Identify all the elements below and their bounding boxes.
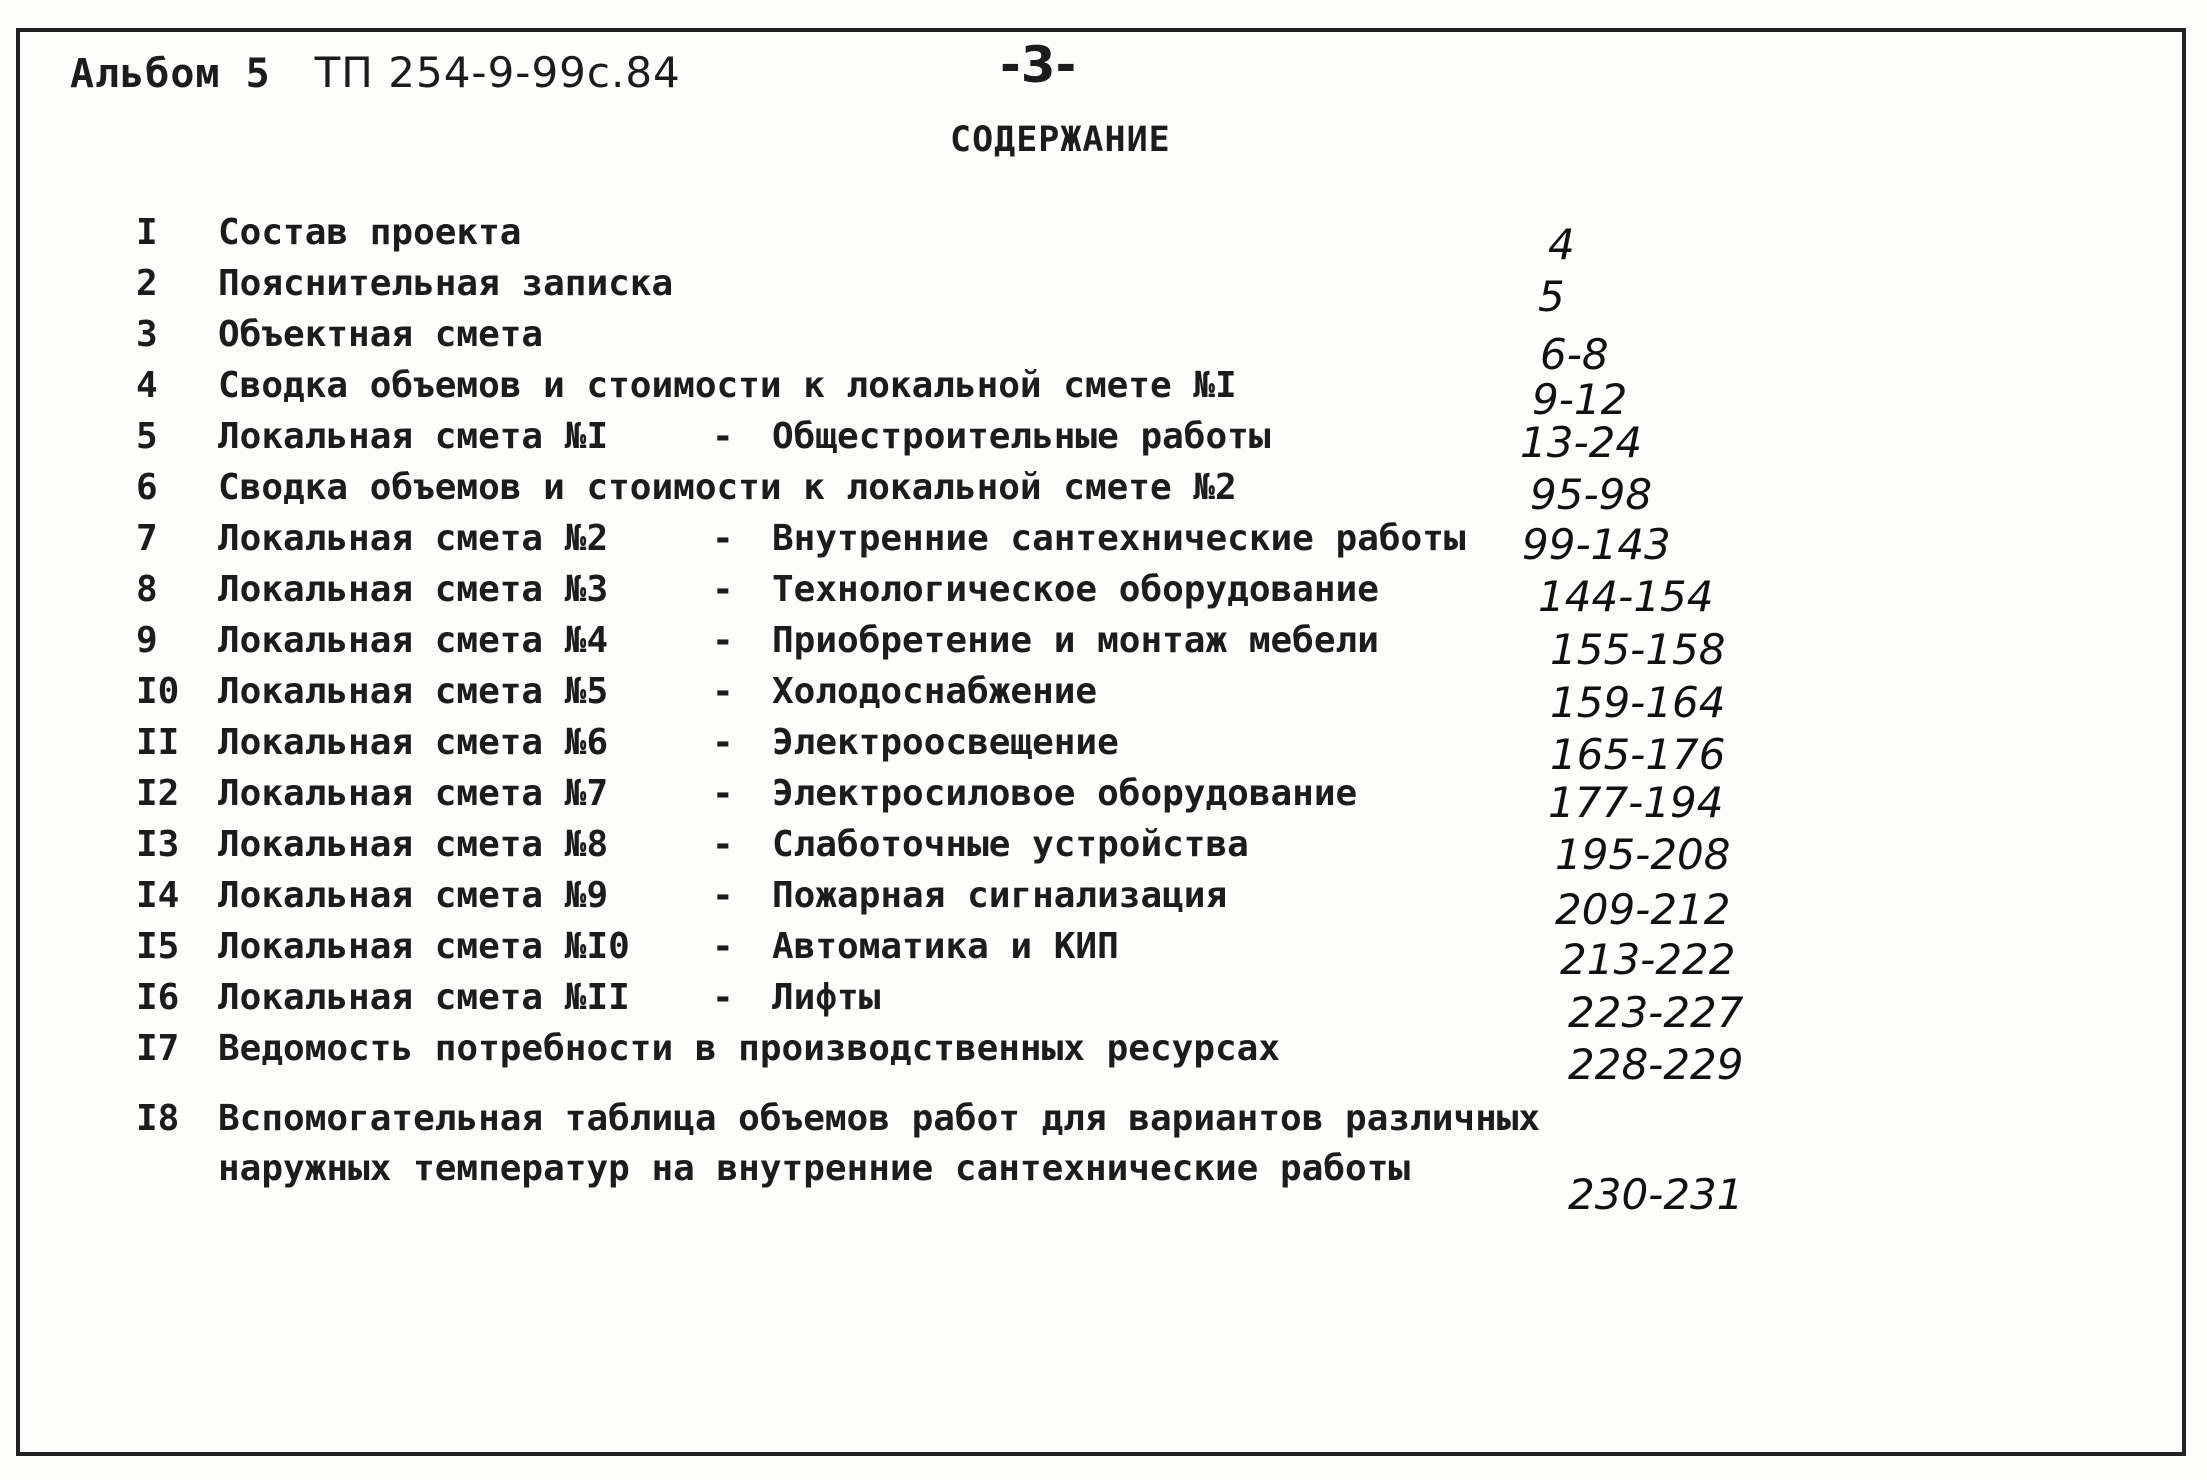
- toc-item-dash: -: [712, 518, 734, 559]
- toc-item-dash: -: [712, 875, 734, 916]
- toc-item-pages: 155-158: [1550, 625, 1726, 674]
- toc-item-name: Локальная смета №6: [218, 722, 609, 763]
- toc-item-pages: 213-222: [1560, 935, 1736, 984]
- toc-item-name: Локальная смета №4: [218, 620, 609, 661]
- toc-item-name: Пояснительная записка: [218, 263, 674, 304]
- toc-item-number: I: [136, 212, 158, 253]
- toc-item-number: I6: [136, 977, 180, 1018]
- album-label: Альбом 5: [70, 51, 271, 97]
- toc-item-name-continued: наружных температур на внутренние сантехнические работы: [218, 1148, 1411, 1189]
- toc-item-dash: -: [712, 926, 734, 967]
- toc-item-pages: 230-231: [1568, 1170, 1744, 1219]
- toc-item-description: Электросиловое оборудование: [772, 773, 1358, 814]
- toc-item-name: Локальная смета №I: [218, 416, 609, 457]
- toc-item-name: Локальная смета №2: [218, 518, 609, 559]
- toc-item-description: Слаботочные устройства: [772, 824, 1249, 865]
- toc-item-number: I2: [136, 773, 180, 814]
- toc-item-number: 7: [136, 518, 158, 559]
- toc-item-number: 3: [136, 314, 158, 355]
- toc-item-name: Состав проекта: [218, 212, 522, 253]
- toc-item-dash: -: [712, 569, 734, 610]
- toc-item-number: 5: [136, 416, 158, 457]
- header-album: [70, 48, 681, 97]
- toc-item-dash: -: [712, 671, 734, 712]
- toc-item-description: Технологическое оборудование: [772, 569, 1379, 610]
- toc-item-pages: 165-176: [1550, 730, 1726, 779]
- toc-item-number: II: [136, 722, 180, 763]
- toc-item-dash: -: [712, 977, 734, 1018]
- toc-item-pages: 144-154: [1538, 572, 1714, 621]
- toc-item-dash: -: [712, 773, 734, 814]
- toc-item-description: Холодоснабжение: [772, 671, 1098, 712]
- toc-item-name: Вспомогательная таблица объемов работ для вариантов различных: [218, 1098, 1541, 1139]
- toc-item-number: 9: [136, 620, 158, 661]
- toc-item-pages: 99-143: [1522, 520, 1671, 569]
- toc-item-pages: 177-194: [1548, 778, 1724, 827]
- toc-item-pages: 159-164: [1550, 678, 1726, 727]
- toc-item-dash: -: [712, 620, 734, 661]
- toc-item-name: Локальная смета №8: [218, 824, 609, 865]
- toc-item-name: Локальная смета №9: [218, 875, 609, 916]
- toc-item-number: I7: [136, 1028, 180, 1069]
- toc-item-pages: 223-227: [1568, 988, 1744, 1037]
- toc-item-pages: 6-8: [1540, 330, 1609, 379]
- toc-item-number: 4: [136, 365, 158, 406]
- doc-number: ТП 254-9-99с.84: [314, 48, 681, 97]
- toc-item-number: 8: [136, 569, 158, 610]
- toc-item-description: Приобретение и монтаж мебели: [772, 620, 1379, 661]
- toc-item-number: 2: [136, 263, 158, 304]
- toc-item-number: 6: [136, 467, 158, 508]
- toc-item-dash: -: [712, 824, 734, 865]
- toc-item-name: Локальная смета №3: [218, 569, 609, 610]
- toc-item-number: I3: [136, 824, 180, 865]
- toc-item-name: Ведомость потребности в производственных ресурсах: [218, 1028, 1281, 1069]
- page-title: СОДЕРЖАНИЕ: [950, 120, 1171, 160]
- toc-item-dash: -: [712, 416, 734, 457]
- toc-item-name: Локальная смета №7: [218, 773, 609, 814]
- toc-item-description: Пожарная сигнализация: [772, 875, 1228, 916]
- toc-item-name: Сводка объемов и стоимости к локальной смете №2: [218, 467, 1237, 508]
- toc-item-pages: 9-12: [1532, 375, 1628, 424]
- toc-item-pages: 95-98: [1530, 470, 1653, 519]
- toc-item-pages: 228-229: [1568, 1040, 1744, 1089]
- toc-item-number: I8: [136, 1098, 180, 1139]
- toc-item-name: Локальная смета №I0: [218, 926, 630, 967]
- toc-item-description: Автоматика и КИП: [772, 926, 1119, 967]
- toc-item-dash: -: [712, 722, 734, 763]
- page-number: -3-: [1000, 36, 1077, 94]
- toc-item-number: I0: [136, 671, 180, 712]
- toc-item-name: Сводка объемов и стоимости к локальной смете №I: [218, 365, 1237, 406]
- toc-item-name: Локальная смета №5: [218, 671, 609, 712]
- toc-item-pages: 13-24: [1520, 418, 1643, 467]
- toc-item-description: Лифты: [772, 977, 881, 1018]
- toc-item-name: Объектная смета: [218, 314, 544, 355]
- toc-item-description: Внутренние сантехнические работы: [772, 518, 1466, 559]
- toc-item-pages: 195-208: [1555, 830, 1731, 879]
- toc-item-pages: 209-212: [1555, 885, 1731, 934]
- toc-item-description: Электроосвещение: [772, 722, 1119, 763]
- toc-item-number: I4: [136, 875, 180, 916]
- toc-item-number: I5: [136, 926, 180, 967]
- toc-item-description: Общестроительные работы: [772, 416, 1271, 457]
- toc-item-pages: 5: [1538, 272, 1565, 321]
- toc-item-pages: 4: [1548, 220, 1575, 269]
- toc-item-name: Локальная смета №II: [218, 977, 630, 1018]
